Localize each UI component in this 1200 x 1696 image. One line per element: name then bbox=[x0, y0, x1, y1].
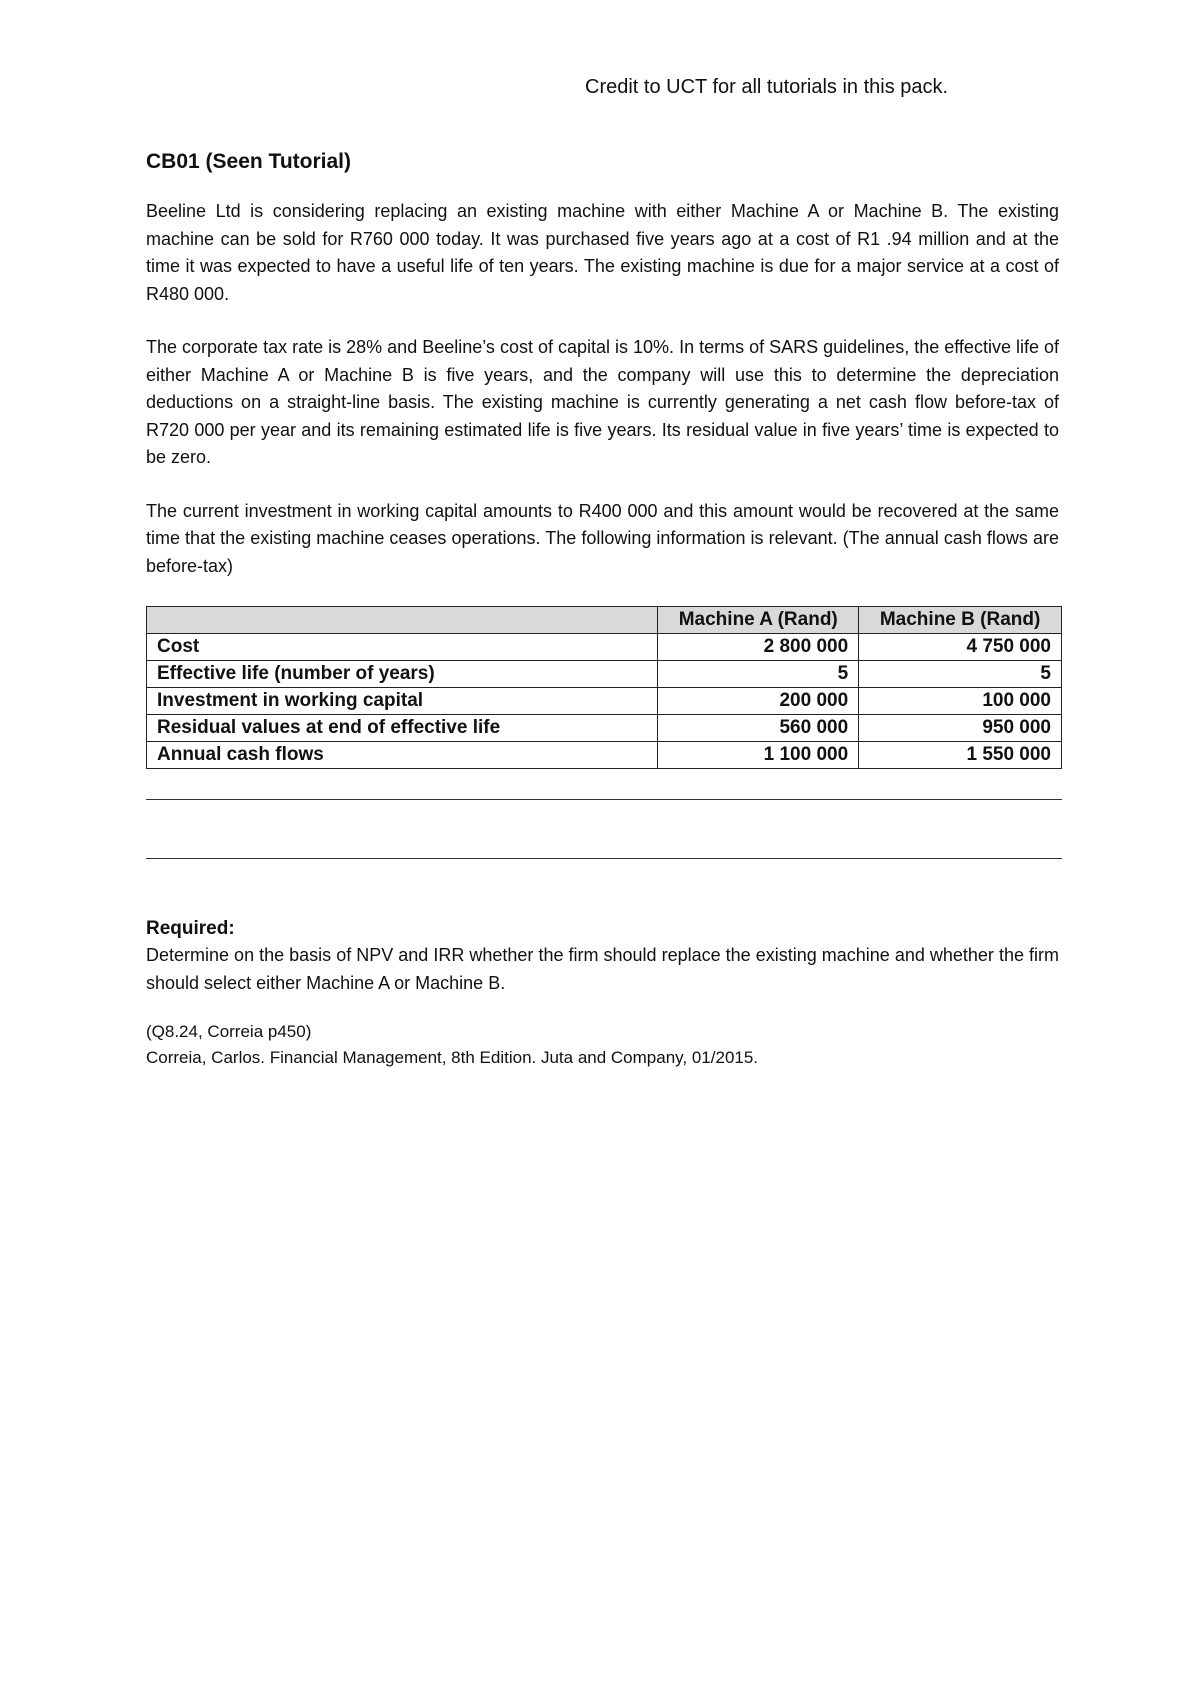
row-label: Effective life (number of years) bbox=[147, 661, 658, 688]
reference-question: (Q8.24, Correia p450) bbox=[146, 1022, 312, 1041]
table-row bbox=[147, 634, 1062, 661]
required-text: Determine on the basis of NPV and IRR whether the firm should replace the existing machine and whether the firm should select either Machine A or Machine B. bbox=[146, 945, 1059, 993]
machine-comparison-table bbox=[146, 606, 1062, 769]
machine-b-value: 950 000 bbox=[859, 715, 1062, 742]
divider-line bbox=[146, 799, 1062, 800]
tutorial-content bbox=[146, 148, 1059, 1071]
tutorial-heading: CB01 (Seen Tutorial) bbox=[146, 150, 351, 173]
paragraph-tax: The corporate tax rate is 28% and Beeline’s cost of capital is 10%. In terms of SARS guidelines, the effective life of either Machine A or Machine B is five years, and the company will use this to determine the depreciation deductions on a straight-line basis. The existing machine is currently generating a net cash flow before-tax of R720 000 per year and its remaining estimated life is five years. Its residual value in five years’ time is expected to be zero. bbox=[146, 337, 1059, 467]
table-row bbox=[147, 661, 1062, 688]
row-label: Cost bbox=[147, 634, 658, 661]
row-label: Annual cash flows bbox=[147, 742, 658, 769]
table-header-machine-b: Machine B (Rand) bbox=[859, 607, 1062, 634]
required-heading: Required: bbox=[146, 918, 235, 939]
credit-note: Credit to UCT for all tutorials in this pack. bbox=[585, 76, 949, 98]
machine-b-value: 5 bbox=[859, 661, 1062, 688]
machine-a-value: 200 000 bbox=[658, 688, 859, 715]
paragraph-intro: Beeline Ltd is considering replacing an existing machine with either Machine A or Machine B. The existing machine can be sold for R760 000 today. It was purchased five years ago at a cost of R1 .94 million and at the time it was expected to have a useful life of ten years. The existing machine is due for a major service at a cost of R480 000. bbox=[146, 201, 1059, 304]
table-row bbox=[147, 715, 1062, 742]
machine-a-value: 2 800 000 bbox=[658, 634, 859, 661]
machine-a-value: 560 000 bbox=[658, 715, 859, 742]
machine-b-value: 100 000 bbox=[859, 688, 1062, 715]
table-header-row bbox=[147, 607, 1062, 634]
table-header-machine-a: Machine A (Rand) bbox=[658, 607, 859, 634]
machine-a-value: 5 bbox=[658, 661, 859, 688]
row-label: Investment in working capital bbox=[147, 688, 658, 715]
table-header-blank bbox=[147, 607, 658, 634]
divider-line bbox=[146, 858, 1062, 859]
machine-a-value: 1 100 000 bbox=[658, 742, 859, 769]
machine-b-value: 1 550 000 bbox=[859, 742, 1062, 769]
row-label: Residual values at end of effective life bbox=[147, 715, 658, 742]
paragraph-working-capital: The current investment in working capital amounts to R400 000 and this amount would be recovered at the same time that the existing machine ceases operations. The following information is relevant. (The annual cash flows are before-tax) bbox=[146, 500, 1059, 576]
table-row bbox=[147, 742, 1062, 769]
reference-citation: Correia, Carlos. Financial Management, 8th Edition. Juta and Company, 01/2015. bbox=[146, 1048, 759, 1067]
machine-b-value: 4 750 000 bbox=[859, 634, 1062, 661]
table-row bbox=[147, 688, 1062, 715]
